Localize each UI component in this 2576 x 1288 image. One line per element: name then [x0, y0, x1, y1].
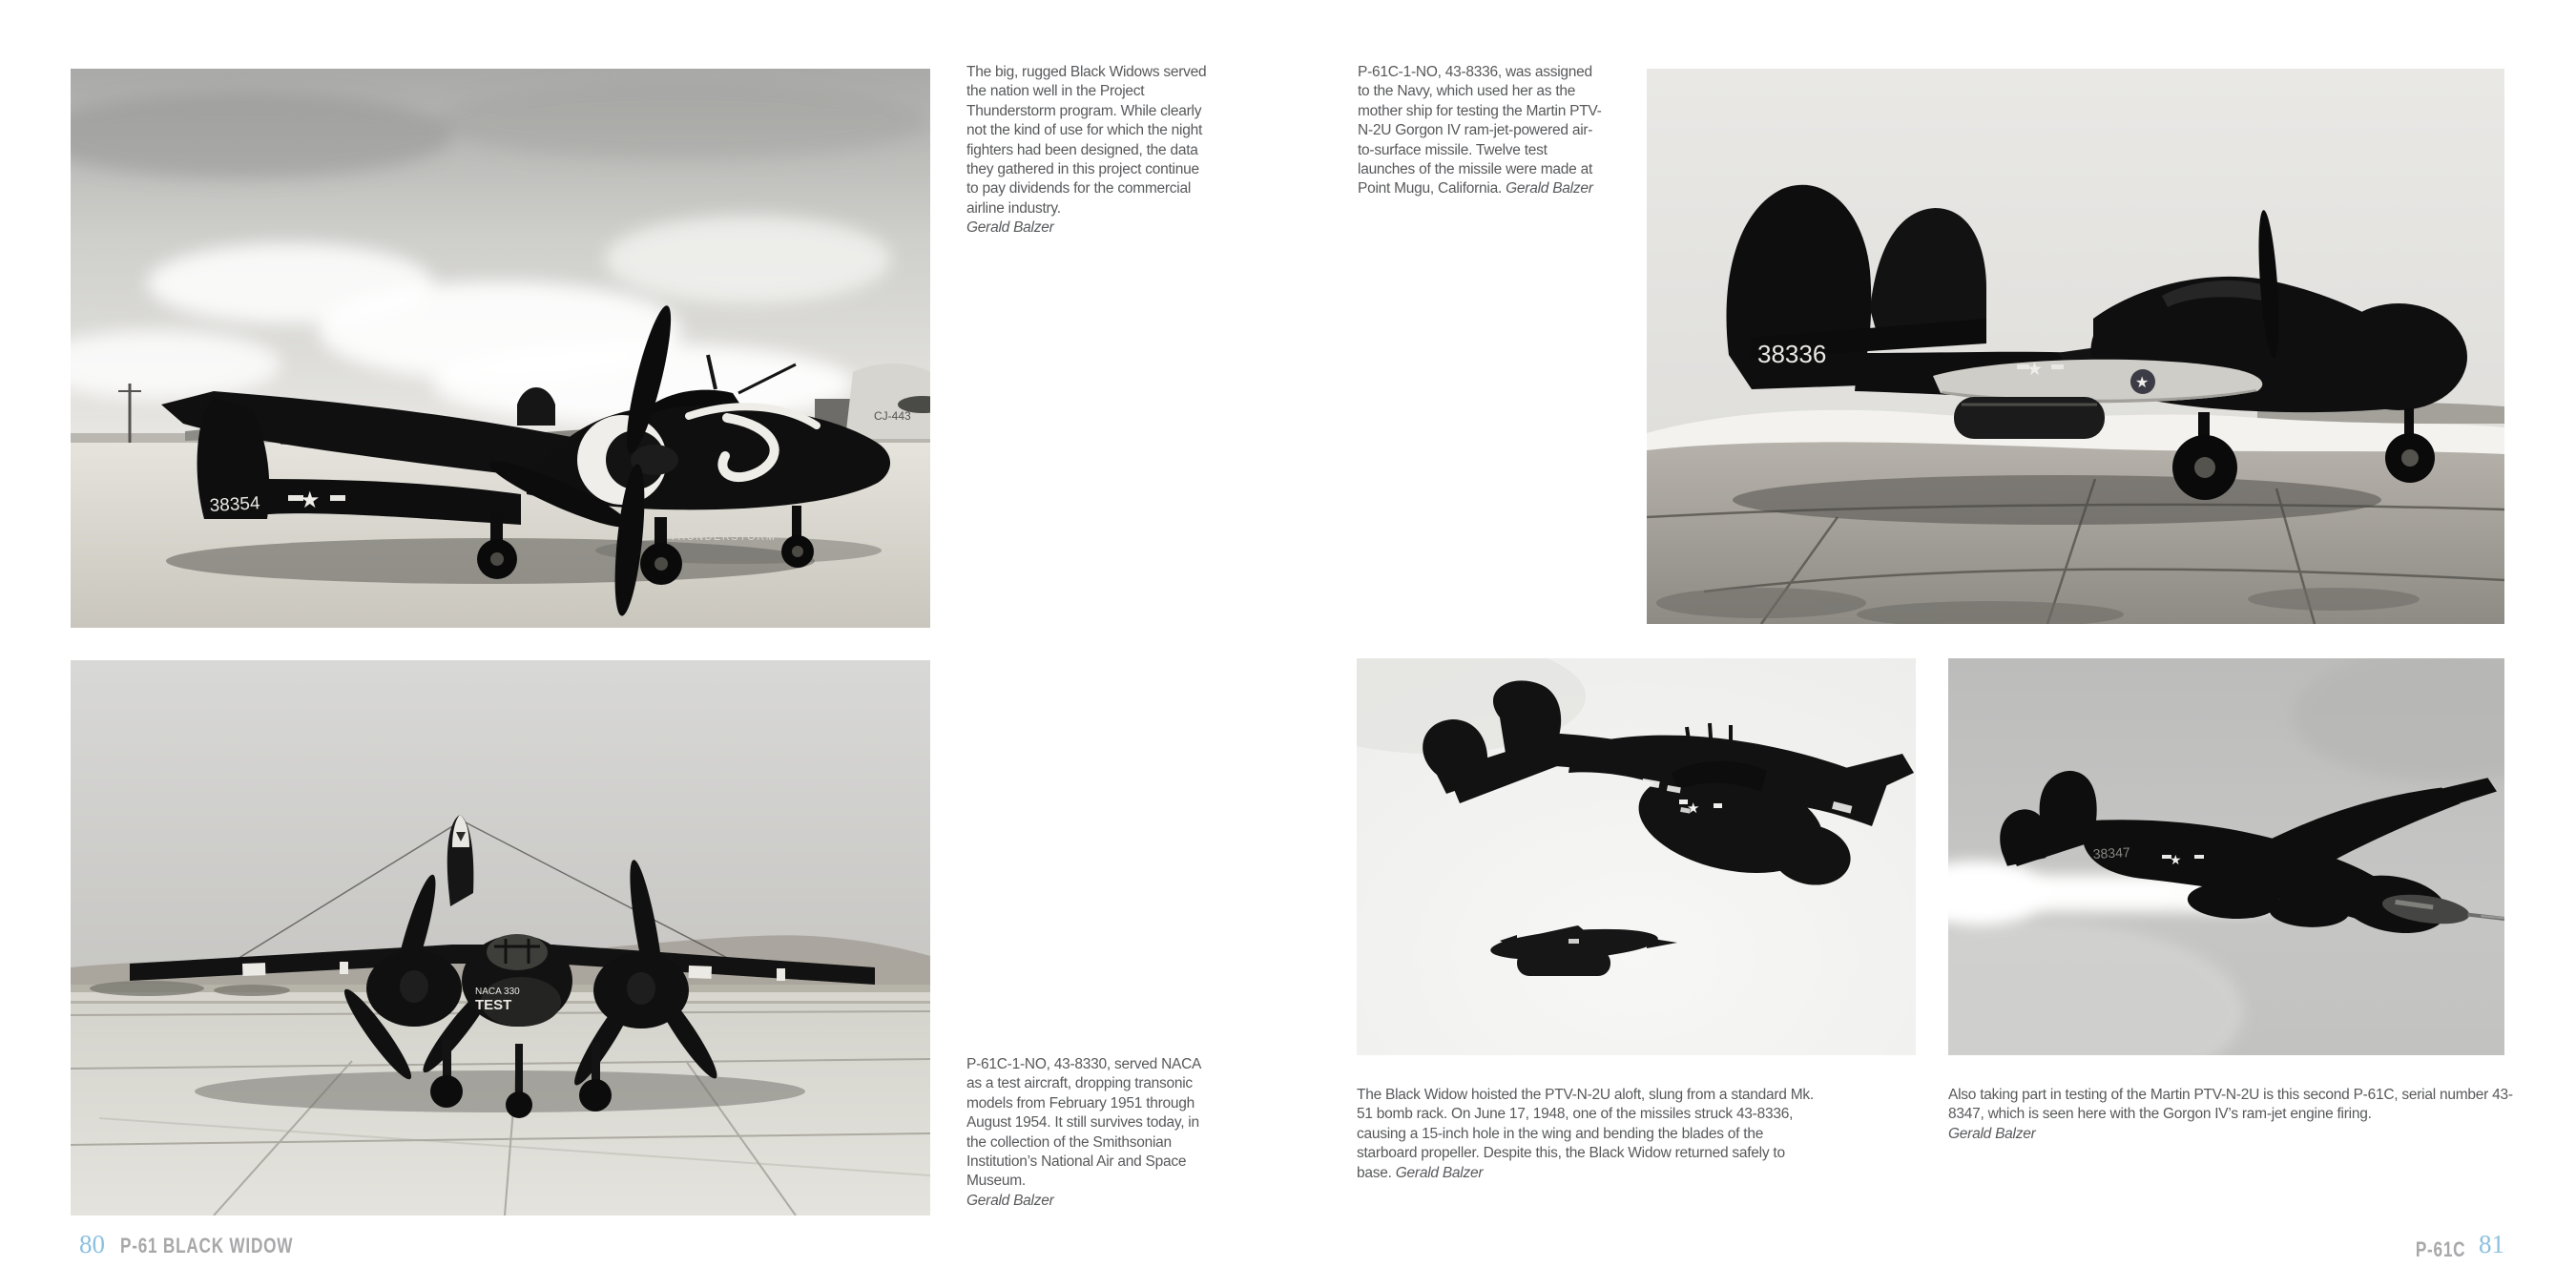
photo4-star-insignia: ★: [1687, 800, 1700, 817]
caption-navy-mothership: [1358, 63, 1606, 199]
caption-thunderstorm-text: The big, rugged Black Widows served the nation well in the Project Thunderstorm program. While clearly not the kind of use for which the night fighters had been designed, the data they gathered in this project continue to pay dividends for the commercial airline industry.: [966, 64, 1207, 217]
photo-p61-38336-missile-parked: [1647, 69, 2504, 624]
running-head-left: P-61 BLACK WIDOW: [120, 1234, 294, 1257]
photo5-star-insignia: ★: [2170, 852, 2182, 867]
photo2-illustration: [1647, 69, 2504, 624]
page-number-right: 81: [2479, 1230, 2504, 1258]
footer-right: [2401, 1230, 2504, 1259]
photo3-boom-naca-text: NACA 330: [475, 987, 520, 997]
caption-thunderstorm: [966, 63, 1209, 239]
caption-missile-strike-credit: Gerald Balzer: [1395, 1164, 1484, 1181]
photo5-illustration: [1948, 658, 2504, 1055]
caption-naca-survivor-credit: Gerald Balzer: [966, 1192, 1054, 1209]
caption-ramjet-firing-text: Also taking part in testing of the Martin PTV-N-2U is this second P-61C, serial number 43-8347, which is seen here with the Gorgon IV’s ram-jet engine firing.: [1948, 1087, 2513, 1123]
photo2-star-insignia: ★: [2026, 360, 2044, 380]
caption-missile-strike-text: The Black Widow hoisted the PTV-N-2U aloft, slung from a standard Mk. 51 bomb rack. On June 17, 1948, one of the missiles struck 43-8336, causing a 15-inch hole in the wing and bending the blades of the starboard propeller. Despite this, the Black Widow returned safely to base.: [1357, 1087, 1814, 1181]
photo1-aircraft-name: THUNDERSTORM: [670, 531, 777, 543]
photo4-illustration: [1357, 658, 1916, 1055]
caption-navy-mothership-credit: Gerald Balzer: [1506, 180, 1593, 197]
photo-thunderstorm-p61-parked: [71, 69, 930, 628]
photo2-missile-star: ★: [2135, 375, 2150, 391]
photo-ramjet-firing-inflight: [1948, 658, 2504, 1055]
photo3-illustration: [71, 660, 930, 1215]
photo1-illustration: [71, 69, 930, 628]
caption-navy-mothership-text: P-61C-1-NO, 43-8336, was assigned to the Navy, which used her as the mother ship for testing the Martin PTV-N-2U Gorgon IV ram-jet-powered air-to-surface missile. Twelve test launches of the missile were made at Point Mugu, California.: [1358, 64, 1602, 197]
photo1-neighbor-serial: CJ-443: [874, 409, 911, 423]
photo-naca-p61-frontal: [71, 660, 930, 1215]
caption-naca-survivor-text: P-61C-1-NO, 43-8330, served NACA as a test aircraft, dropping transonic models from February 1951 through August 1954. It still survives today, in the collection of the Smithsonian Institution’s National Air and Space Museum.: [966, 1056, 1201, 1190]
photo5-serial: 38347: [2092, 843, 2131, 862]
photo2-serial: 38336: [1757, 340, 1827, 368]
caption-ramjet-firing: [1948, 1086, 2513, 1144]
caption-naca-survivor: [966, 1055, 1215, 1211]
page-number-left: 80: [79, 1230, 105, 1258]
photo1-star-insignia: ★: [300, 488, 321, 513]
caption-ramjet-firing-credit: Gerald Balzer: [1948, 1125, 2036, 1142]
caption-missile-strike: [1357, 1086, 1815, 1183]
photo-missile-drop-inflight: [1357, 658, 1916, 1055]
photo1-serial: 38354: [209, 493, 261, 516]
caption-thunderstorm-credit: Gerald Balzer: [966, 219, 1054, 237]
photo3-boom-test-text: TEST: [475, 997, 512, 1013]
running-head-right: P-61C: [2415, 1237, 2465, 1261]
